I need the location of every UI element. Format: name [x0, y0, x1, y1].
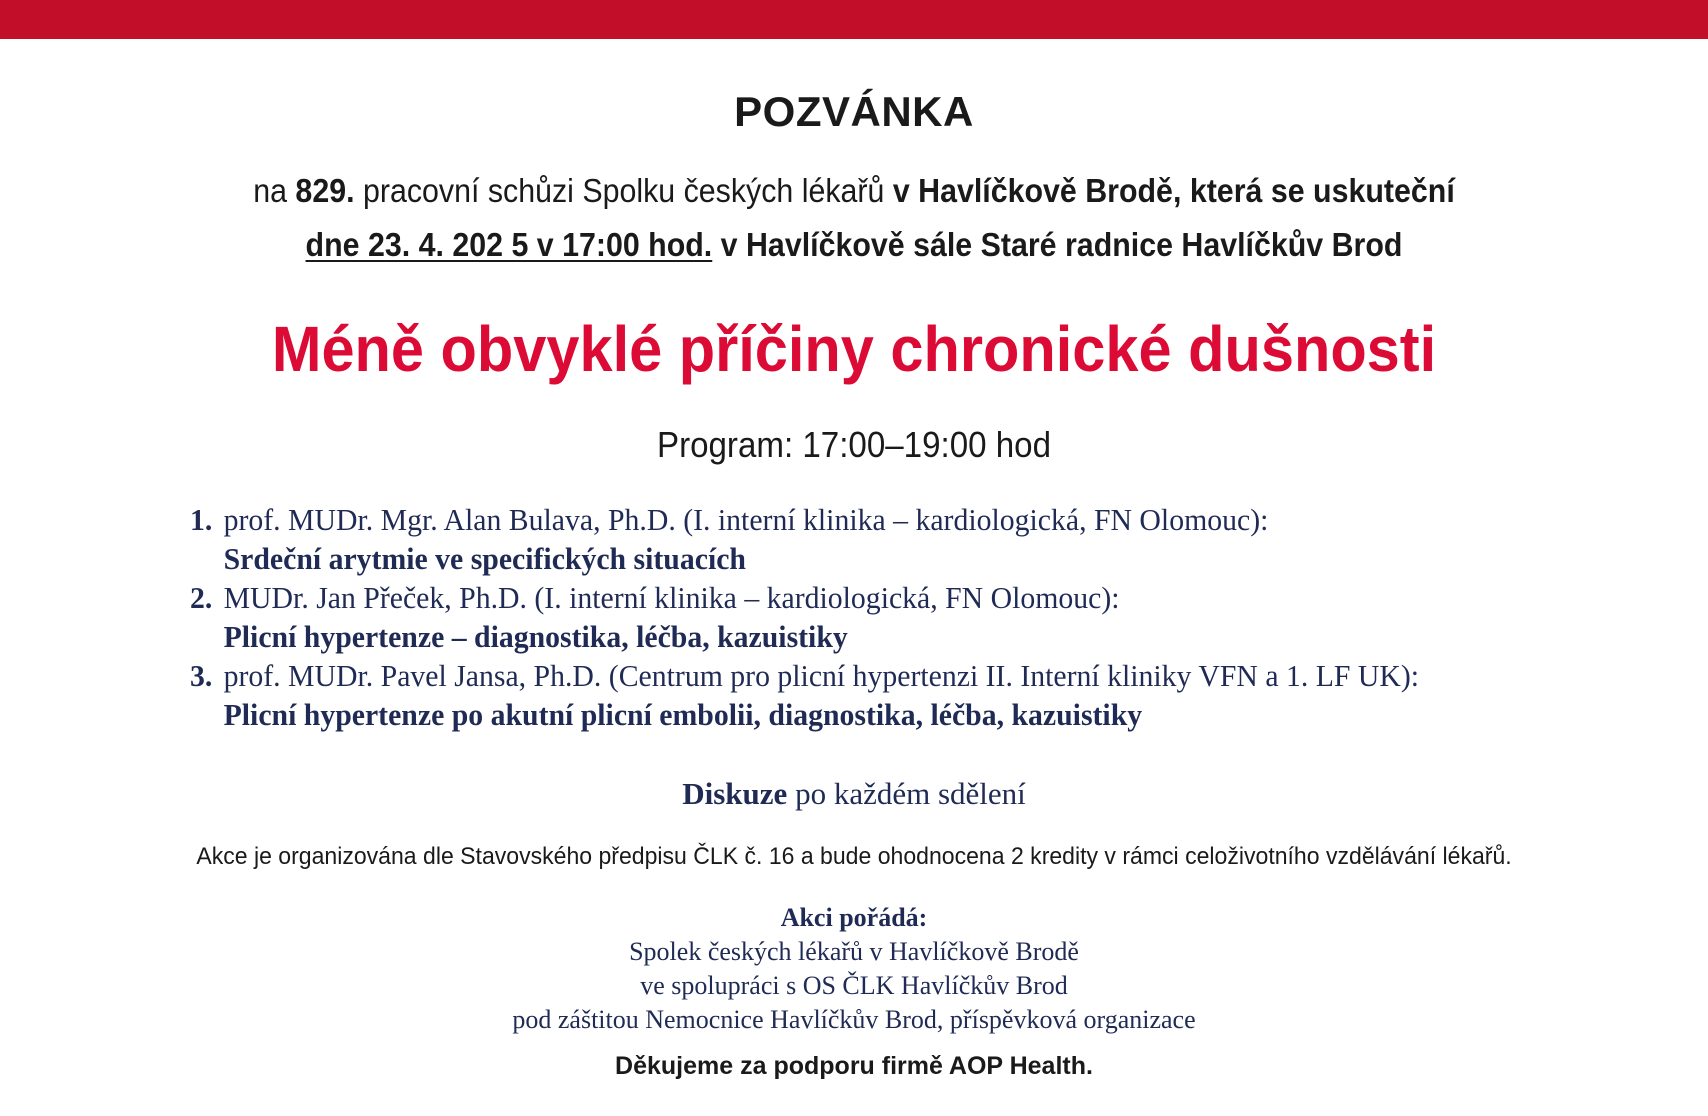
talk-list [190, 500, 1630, 734]
talk-topic: Plicní hypertenze – diagnostika, léčba, kazuistiky [223, 619, 848, 654]
organizer-line: pod záštitou Nemocnice Havlíčkův Brod, příspěvková organizace [512, 1005, 1196, 1034]
organizer-line: Spolek českých lékařů v Havlíčkově Brodě [629, 937, 1079, 966]
meeting-date-time: dne 23. 4. 202 5 v 17:00 hod. [305, 226, 713, 263]
organizer-title: Akci pořádá: [780, 903, 928, 932]
accreditation-note: Akce je organizována dle Stavovského předpisu ČLK č. 16 a bude ohodnocena 2 kredity v rámci celoživotního vzdělávání lékařů. [196, 843, 1512, 870]
meeting-date-line [68, 226, 1639, 264]
organizer-line: ve spolupráci s OS ČLK Havlíčkův Brod [640, 971, 1068, 1000]
discussion-text: po každém sdělení [787, 776, 1026, 811]
talk-speaker: prof. MUDr. Mgr. Alan Bulava, Ph.D. (I. interní klinika – kardiologická, FN Olomouc): [223, 502, 1269, 537]
talk-item-2 [190, 578, 1630, 656]
talk-number: 3. [190, 658, 213, 693]
headline: Méně obvyklé příčiny chronické dušnosti [271, 313, 1437, 385]
sponsor-thanks: Děkujeme za podporu firmě AOP Health. [615, 1052, 1093, 1080]
meeting-venue: v Havlíčkově sále Staré radnice Havlíčkův Brod [712, 226, 1403, 263]
discussion-label: Diskuze [682, 776, 788, 811]
meeting-intro-line [68, 172, 1639, 210]
talk-number: 1. [190, 502, 213, 537]
intro-prefix: na [253, 172, 296, 209]
talk-speaker: prof. MUDr. Pavel Jansa, Ph.D. (Centrum pro plicní hypertenzi II. Interní kliniky VFN a 1. LF UK): [223, 658, 1420, 693]
talk-number: 2. [190, 580, 213, 615]
discussion-note [0, 776, 1708, 812]
intro-location: v Havlíčkově Brodě, která se uskuteční [892, 172, 1455, 209]
intro-middle: pracovní schůzi Spolku českých lékařů [354, 172, 893, 209]
talk-item-3 [190, 656, 1630, 734]
talk-item-1 [190, 500, 1630, 578]
meeting-number: 829. [295, 172, 355, 209]
program-time: Program: 17:00–19:00 hod [656, 424, 1052, 465]
talk-topic: Plicní hypertenze po akutní plicní embolii, diagnostika, léčba, kazuistiky [223, 697, 1143, 732]
top-red-bar [0, 0, 1708, 39]
talk-speaker: MUDr. Jan Přeček, Ph.D. (I. interní klinika – kardiologická, FN Olomouc): [223, 580, 1120, 615]
talk-topic: Srdeční arytmie ve specifických situacích [223, 541, 746, 576]
invitation-title: POZVÁNKA [734, 88, 974, 135]
